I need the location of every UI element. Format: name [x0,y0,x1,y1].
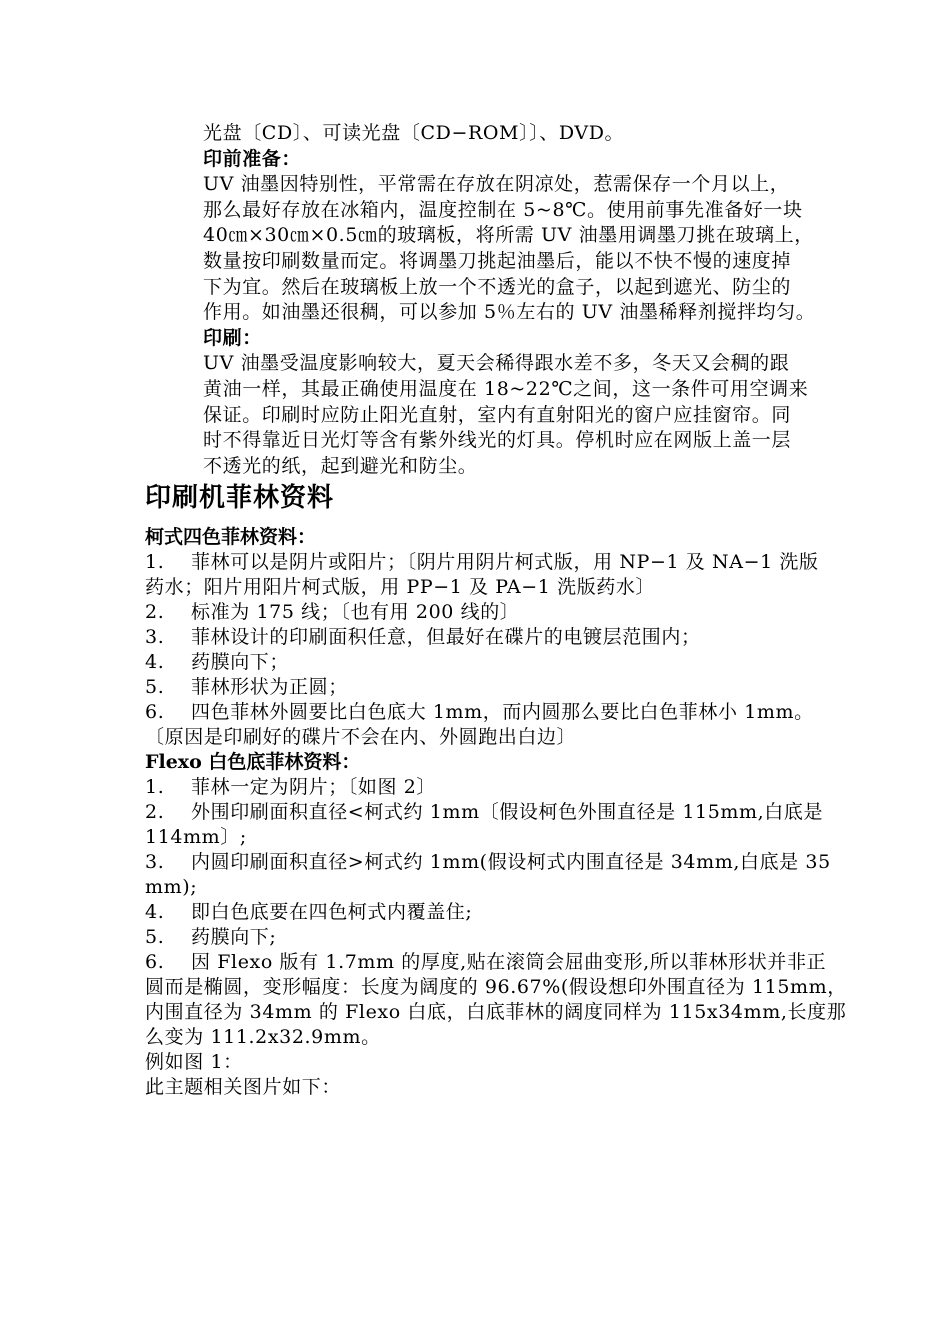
print-line: 黄油一样，其最正确使用温度在 18~22℃之间，这一条件可用空调来 [203,377,809,400]
item-continuation: 圆而是椭圆，变形幅度：长度为阔度的 96.67%(假设想印外围直径为 115mm， [145,976,847,998]
item-text: 标准为 175 线；〔也有用 200 线的〕 [191,601,520,623]
list-item [145,775,895,800]
body-line: 么变为 111.2x32.9mm。 [145,1026,381,1048]
print-heading: 印刷： [203,326,262,349]
item-text: 菲林设计的印刷面积任意，但最好在碟片的电镀层范围内； [191,626,701,648]
item-number: 3. [145,626,165,648]
list-item [145,675,895,700]
item-text: 菲林一定为阴片；〔如图 2〕 [191,776,437,798]
print-line: UV 油墨受温度影响较大，夏天会稀得跟水差不多，冬天又会稠的跟 [203,352,790,375]
item-number: 6. [145,951,165,973]
prep-line: 40㎝×30㎝×0.5㎝的玻璃板，将所需 UV 油墨用调墨刀挑在玻璃上， [203,224,814,247]
item-continuation: 〔原因是印刷好的碟片不会在内、外圆跑出白边〕 [145,726,577,748]
prep-line: 下为宜。然后在玻璃板上放一个不透光的盒子，以起到遮光、防尘的 [203,275,792,298]
item-number: 5. [145,926,165,948]
print-line: 不透光的纸，起到避光和防尘。 [203,454,478,477]
prep-heading: 印前准备： [203,147,302,170]
list-item [145,650,895,675]
print-line: 时不得靠近日光灯等含有紫外线光的灯具。停机时应在网版上盖一层 [203,429,792,452]
item-number: 4. [145,651,165,673]
body-line: 内围直径为 34mm 的 Flexo 白底，白底菲林的阔度同样为 115x34mm,长度那 [145,1001,847,1023]
prep-line: 数量按印刷数量而定。将调墨刀挑起油墨后，能以不快不慢的速度掉 [203,249,792,272]
item-number: 3. [145,851,165,873]
media-types-line: 光盘〔CD〕、可读光盘〔CD−ROM〕〕、DVD。 [203,122,625,144]
prep-line: 那么最好存放在冰箱内，温度控制在 5~8℃。使用前事先准备好一块 [203,198,803,221]
item-text: 菲林形状为正圆； [191,676,348,698]
section1-heading: 柯式四色菲林资料： [145,526,317,548]
item-text: 内圆印刷面积直径>柯式约 1mm(假设柯式内围直径是 34mm,白底是 35 [191,851,831,873]
item-text: 因 Flexo 版有 1.7mm 的厚度,贴在滚筒会屈曲变形,所以菲林形状并非正 [191,951,827,973]
list-item [145,550,895,575]
item-text: 药膜向下； [191,651,290,673]
item-text: 药膜向下; [191,926,277,948]
figure-reference: 例如图 1： [145,1051,243,1073]
item-number: 2. [145,801,165,823]
item-continuation: 药水；阳片用阳片柯式版，用 PP−1 及 PA−1 洗版药水〕 [145,576,656,598]
item-number: 1. [145,551,165,573]
prep-line: 作用。如油墨还很稠，可以参加 5％左右的 UV 油墨稀释剂搅拌均匀。 [203,301,816,324]
section2-heading: Flexo 白色底菲林资料： [145,751,361,773]
top-indented-block [203,121,893,479]
list-item [145,850,895,875]
item-continuation: mm); [145,876,198,898]
item-number: 2. [145,601,165,623]
item-number: 4. [145,901,165,923]
main-section [145,483,895,1100]
related-images-label: 此主题相关图片如下： [145,1076,342,1098]
list-item [145,700,895,725]
item-number: 5. [145,676,165,698]
item-text: 菲林可以是阴片或阳片；〔阴片用阴片柯式版，用 NP−1 及 NA−1 洗版 [191,551,819,573]
list-item [145,800,895,825]
list-item [145,625,895,650]
item-number: 6. [145,701,165,723]
list-item [145,950,895,975]
item-text: 即白色底要在四色柯式内覆盖住; [191,901,473,923]
item-continuation: 114mm〕; [145,826,247,848]
print-line: 保证。印刷时应防止阳光直射，室内有直射阳光的窗户应挂窗帘。同 [203,403,792,426]
item-text: 外围印刷面积直径<柯式约 1mm〔假设柯色外围直径是 115mm,白底是 [191,801,824,823]
list-item [145,900,895,925]
prep-line: UV 油墨因特别性，平常需在存放在阴凉处，惹需保存一个月以上， [203,173,790,196]
list-item [145,600,895,625]
list-item [145,925,895,950]
page-title: 印刷机菲林资料 [145,483,335,513]
item-text: 四色菲林外圆要比白色底大 1mm，而内圆那么要比白色菲林小 1mm。 [191,701,814,723]
item-number: 1. [145,776,165,798]
